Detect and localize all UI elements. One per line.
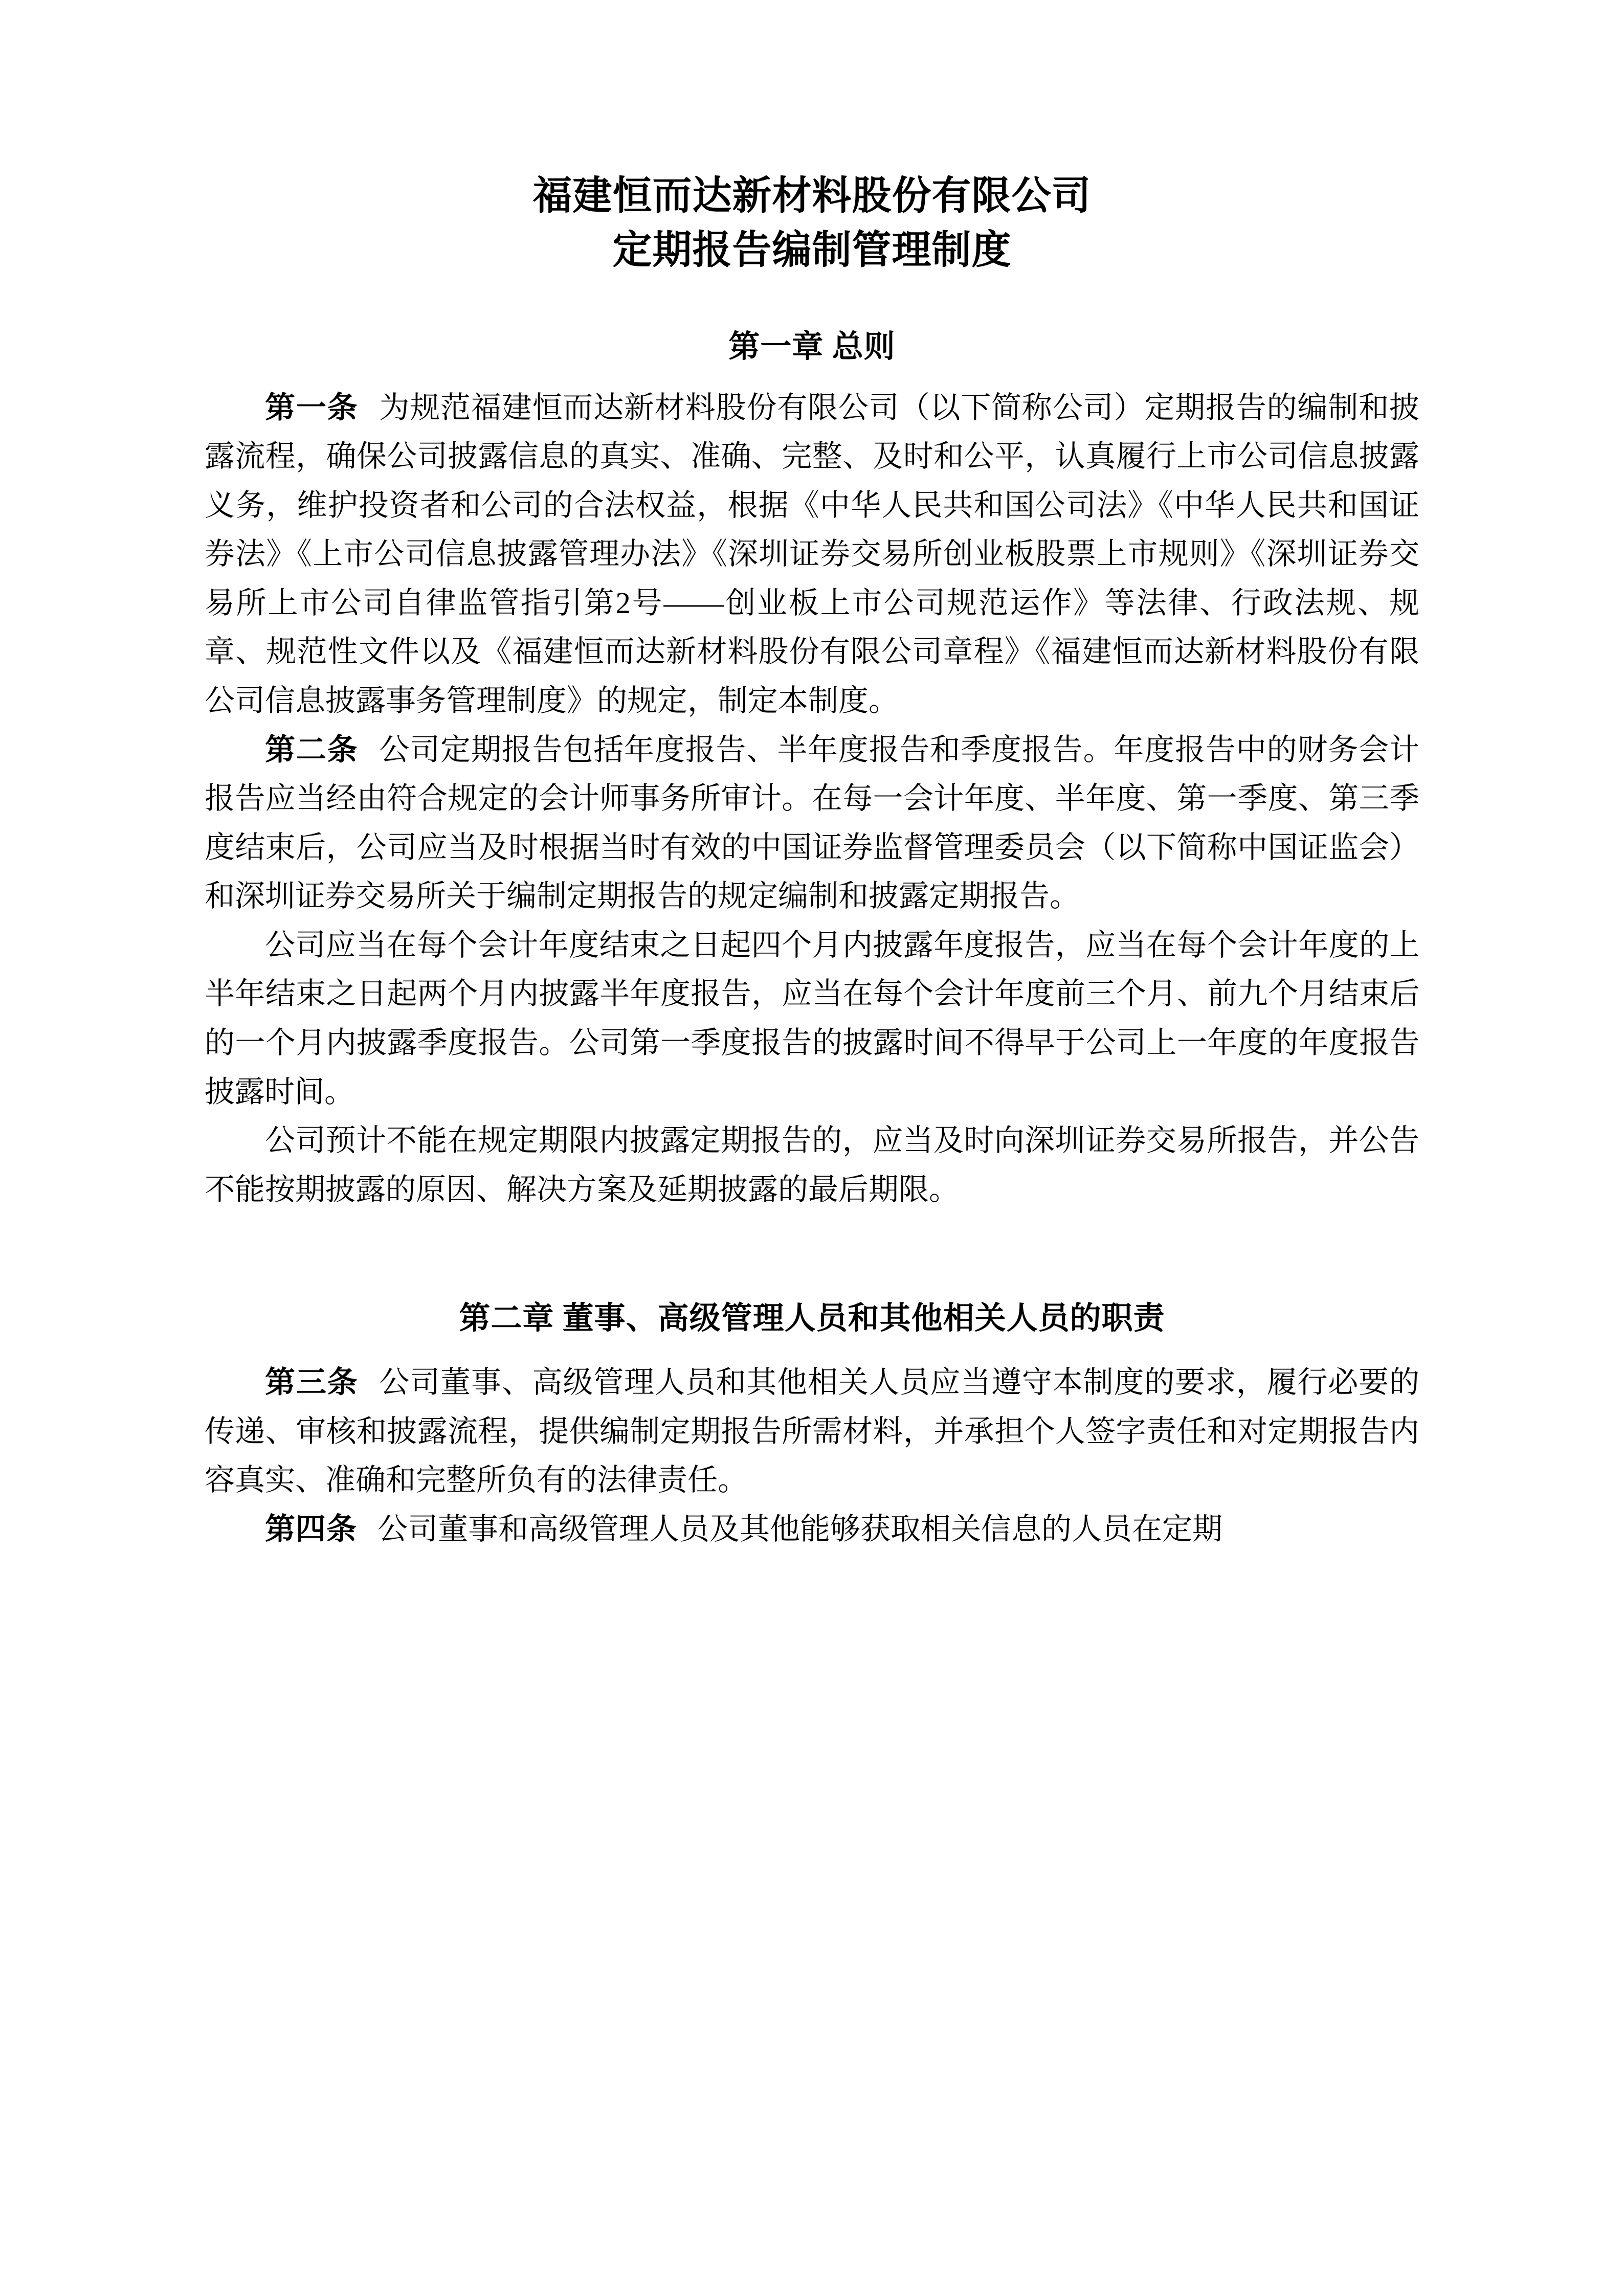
article-label: 第一条 (265, 390, 359, 424)
document-title (205, 169, 1419, 278)
article-body: 为规范福建恒而达新材料股份有限公司（以下简称公司）定期报告的编制和披露流程，确保公司披露信息的真实、准确、完整、及时和公平，认真履行上市公司信息披露义务，维护投资者和公司的合法权益，根据《中华人民共和国公司法》《中华人民共和国证券法》《上市公司信息披露管理办法》《深圳证券交易所创业板股票上市规则》《深圳证券交易所上市公司自律监管指引第2号——创业板上市公司规范运作》等法律、行政法规、规章、规范性文件以及《福建恒而达新材料股份有限公司章程》《福建恒而达新材料股份有限公司信息披露事务管理制度》的规定，制定本制度。 (205, 390, 1419, 717)
chapter-heading-2: 第二章 董事、高级管理人员和其他相关人员的职责 (459, 1301, 1165, 1336)
article-label: 第三条 (265, 1365, 359, 1400)
article-body: 公司应当在每个会计年度结束之日起四个月内披露年度报告，应当在每个会计年度的上半年结束之日起两个月内披露半年度报告，应当在每个会计年度前三个月、前九个月结束后的一个月内披露季度报告。公司第一季度报告的披露时间不得早于公司上一年度的年度报告披露时间。 (205, 928, 1419, 1109)
article-paragraph (205, 1505, 1419, 1554)
article-body: 公司董事和高级管理人员及其他能够获取相关信息的人员在定期 (377, 1512, 1223, 1546)
article-paragraph (205, 726, 1419, 921)
article-body: 公司定期报告包括年度报告、半年度报告和季度报告。年度报告中的财务会计报告应当经由符合规定的会计师事务所审计。在每一会计年度、半年度、第一季度、第三季度结束后，公司应当及时根据当时有效的中国证券监督管理委员会（以下简称中国证监会）和深圳证券交易所关于编制定期报告的规定编制和披露定期报告。 (205, 732, 1419, 913)
article-body: 公司董事、高级管理人员和其他相关人员应当遵守本制度的要求，履行必要的传递、审核和披露流程，提供编制定期报告所需材料，并承担个人签字责任和对定期报告内容真实、准确和完整所负有的法律责任。 (205, 1365, 1419, 1497)
article-body: 公司预计不能在规定期限内披露定期报告的，应当及时向深圳证券交易所报告，并公告不能按期披露的原因、解决方案及延期披露的最后期限。 (205, 1123, 1419, 1206)
article-paragraph (205, 1358, 1419, 1505)
document-title-line-1: 福建恒而达新材料股份有限公司 (532, 174, 1092, 218)
document-title-line-2: 定期报告编制管理制度 (612, 228, 1012, 273)
article-paragraph (205, 1116, 1419, 1214)
article-paragraph (205, 384, 1419, 726)
article-label: 第二条 (265, 732, 359, 767)
article-paragraph (205, 921, 1419, 1116)
chapter-heading-1: 第一章 总则 (728, 329, 896, 364)
article-label: 第四条 (265, 1512, 358, 1546)
